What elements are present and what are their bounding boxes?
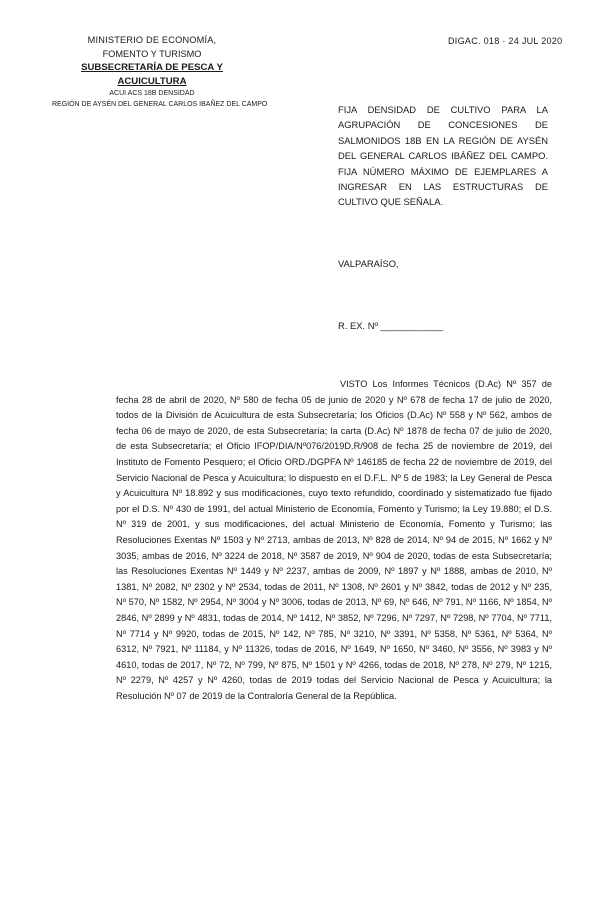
letterhead	[52, 34, 268, 110]
region-name: REGIÓN DE AYSÉN DEL GENERAL CARLOS IBAÑEZ DEL CAMPO	[52, 101, 268, 109]
visto-text: VISTO Los Informes Técnicos (D.Ac) Nº 357 de fecha 28 de abril de 2020, Nº 580 de fecha 05 de junio de 2020 y Nº 678 de fecha 17 de julio de 2020, todos de la División de Acuicultura de esta Subsecretaría; los Oficios (D.Ac) Nº 558 y Nº 562, ambos de fecha 06 de mayo de 2020, de esta Subsecretaría; la carta (D.Ac) Nº 1878 de fecha 07 de julio de 2020, de esta Subsecretaría; el Oficio IFOP/DIA/Nº076/2019D.R/908 de fecha 25 de noviembre de 2019, del Instituto de Fomento Pesquero; el Oficio ORD./DGPFA Nº 146185 de fecha 22 de noviembre de 2019, del Servicio Nacional de Pesca y Acuicultura; lo dispuesto en el D.F.L. Nº 5 de 1983; la Ley General de Pesca y Acuicultura Nº 18.892 y sus modificaciones, cuyo texto refundido, coordinado y sistematizado fue fijado por el D.S. Nº 430 de 1991, del actual Ministerio de Economía, Fomento y Turismo; la Ley 19.880; el D.S. Nº 319 de 2001, y sus modificaciones, del actual Ministerio de Economía, Fomento y Turismo; las Resoluciones Exentas Nº 1503 y Nº 2713, ambas de 2013, Nº 828 de 2014, Nº 94 de 2015, Nº 1662 y Nº 3035, ambas de 2016, Nº 3224 de 2018, Nº 3587 de 2019, Nº 904 de 2020, todas de esta Subsecretaría; las Resoluciones Exentas Nº 1449 y Nº 2237, ambas de 2009, Nº 1897 y Nº 1888, ambas de 2010, Nº 1381, Nº 2082, Nº 2302 y Nº 2534, todas de 2011, Nº 1308, Nº 2601 y Nº 3842, todas de 2012 y Nº 235, Nº 570, Nº 1582, Nº 2954, Nº 3004 y Nº 3006, todas de 2013, Nº 69, Nº 646, Nº 791, Nº 1166, Nº 1854, Nº 2846, Nº 2899 y Nº 4831, todas de 2014, Nº 1412, Nº 3852, Nº 7296, Nº 7297, Nº 7298, Nº 7704, Nº 7711, Nº 7714 y Nº 9920, todas de 2015, Nº 142, Nº 785, Nº 3210, Nº 3391, Nº 5358, Nº 5361, Nº 5364, Nº 6312, Nº 7921, Nº 11184, y Nº 11326, todas de 2016, Nº 1649, Nº 1650, Nº 3460, Nº 3556, Nº 3983 y Nº 4610, todas de 2017, Nº 72, Nº 799, Nº 875, Nº 1501 y Nº 4266, todas de 2018, Nº 278, Nº 279, Nº 1215, Nº 2279, Nº 4257 y Nº 4260, todas de 2019 todas del Servicio Nacional de Pesca y Acuicultura; la Resolución Nº 07 de 2019 de la Contraloría General de la República.	[116, 379, 552, 701]
ministry-name: MINISTERIO DE ECONOMÍA,	[87, 35, 217, 45]
document-number: DIGAC. 018 · 24 JUL 2020	[448, 36, 563, 46]
undersecretariat-name: SUBSECRETARÍA DE PESCA Y ACUICULTURA	[81, 62, 223, 87]
reference-code: ACUI ACS 18B DENSIDAD	[109, 90, 195, 98]
visto-paragraph	[116, 377, 552, 704]
resolution-number: R. EX. Nº ____________	[338, 320, 444, 331]
place-line: VALPARAÍSO,	[338, 258, 399, 269]
subject-block: FIJA DENSIDAD DE CULTIVO PARA LA AGRUPACIÓN DE CONCESIONES DE SALMONIDOS 18B EN LA REGIÓN DE AYSÉN DEL GENERAL CARLOS IBÁÑEZ DEL CAMPO. FIJA NÚMERO MÁXIMO DE EJEMPLARES A INGRESAR EN LAS ESTRUCTURAS DE CULTIVO QUE SEÑALA.	[338, 104, 548, 208]
ministry-name-line2: FOMENTO Y TURISMO	[102, 48, 202, 59]
